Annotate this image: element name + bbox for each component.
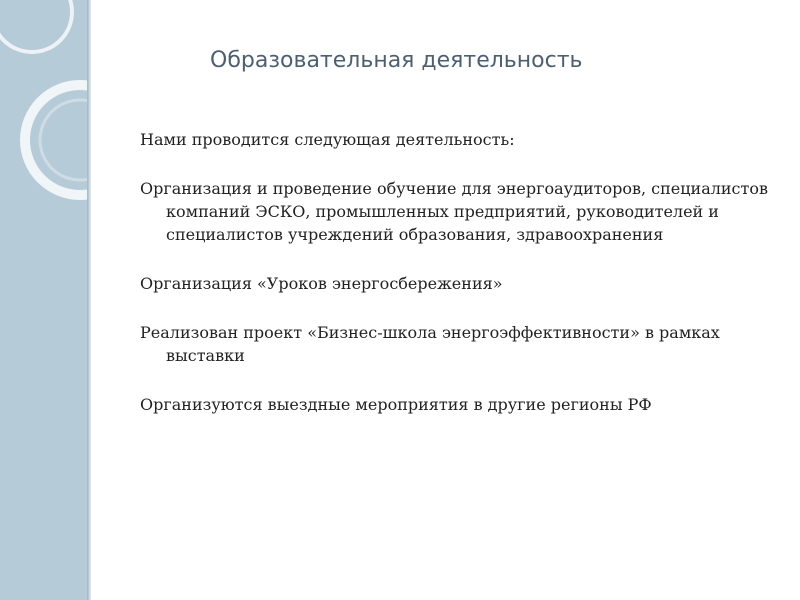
paragraph-field-events: Организуются выездные мероприятия в другие регионы РФ: [140, 395, 652, 414]
slide-content: [140, 128, 780, 442]
slide-title: Образовательная деятельность: [210, 48, 583, 73]
decorative-circles: [0, 0, 87, 600]
paragraph-intro: Нами проводится следующая деятельность:: [140, 130, 515, 149]
paragraph-lessons: Организация «Уроков энергосбережения»: [140, 274, 503, 293]
paragraph-training: Организация и проведение обучение для энергоаудиторов, специалистов компаний ЭСКО, промышленных предприятий, руководителей и специалистов учреждений образования, здравоохранения: [140, 179, 769, 244]
paragraph-business-school: Реализован проект «Бизнес-школа энергоэффективности» в рамках выставки: [140, 323, 720, 365]
decorative-side-band: [0, 0, 87, 600]
side-band-edge: [87, 0, 91, 600]
